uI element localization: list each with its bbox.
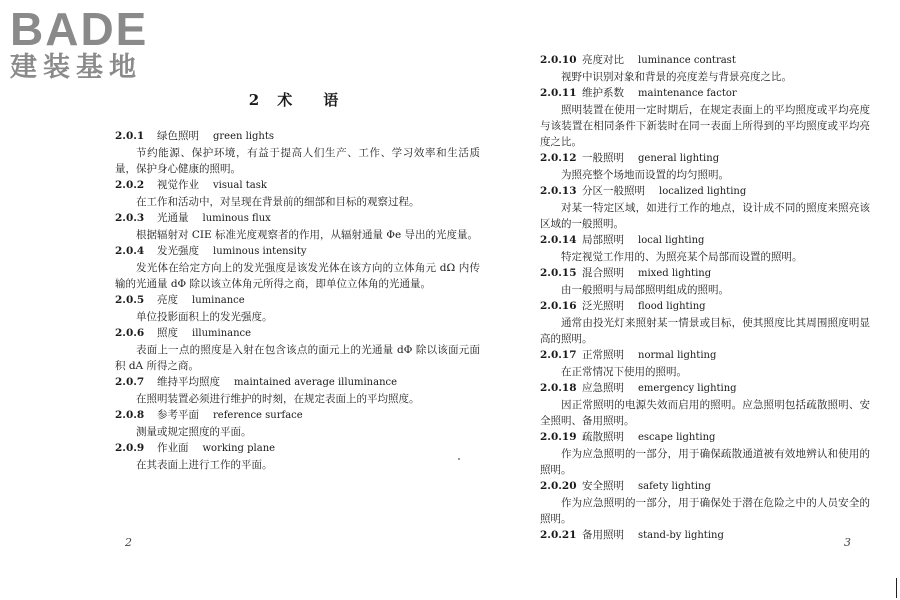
term-chinese: 照度: [157, 327, 178, 339]
term-number: 2.0.18: [540, 382, 577, 394]
bade-logo: [10, 3, 180, 84]
term-heading: [115, 407, 480, 424]
term-number: 2.0.9: [115, 442, 145, 454]
term-entry: [540, 85, 870, 150]
term-english: localized lighting: [659, 186, 747, 197]
term-heading: [540, 380, 870, 397]
term-number: 2.0.3: [115, 212, 145, 224]
term-english: luminous intensity: [213, 246, 307, 257]
term-entry: [115, 374, 480, 407]
term-definition: 因正常照明的电源失效而启用的照明。应急照明包括疏散照明、安全照明、备用照明。: [540, 399, 870, 427]
term-number: 2.0.12: [540, 152, 577, 164]
term-definition: 测量或规定照度的平面。: [136, 426, 252, 438]
term-definition: 单位投影面积上的发光强度。: [136, 311, 273, 323]
term-entry: [540, 232, 870, 265]
term-entry: [115, 292, 480, 325]
term-english: green lights: [213, 131, 275, 142]
term-chinese: 绿色照明: [157, 130, 199, 142]
term-english: stand-by lighting: [638, 530, 724, 541]
term-heading: [540, 527, 870, 544]
term-definition: 表面上一点的照度是入射在包含该点的面元上的光通量 dΦ 除以该面元面积 dA 所得之商。: [115, 344, 480, 372]
term-chinese: 作业面: [157, 442, 189, 454]
term-english: maintenance factor: [638, 88, 737, 99]
term-entry: [115, 407, 480, 440]
term-definition: 在照明装置必须进行维护的时刻，在规定表面上的平均照度。: [136, 393, 420, 405]
term-heading: [540, 150, 870, 167]
term-number: 2.0.8: [115, 409, 145, 421]
term-chinese: 安全照明: [582, 480, 624, 492]
term-english: normal lighting: [638, 350, 717, 361]
term-heading: [540, 347, 870, 364]
term-chinese: 泛光照明: [582, 300, 624, 312]
term-entry: [115, 128, 480, 177]
term-entry: [540, 265, 870, 298]
right-term-list: [540, 52, 870, 544]
term-english: emergency lighting: [638, 383, 737, 394]
term-chinese: 备用照明: [582, 529, 624, 541]
term-heading: [540, 265, 870, 282]
term-chinese: 亮度: [157, 294, 178, 306]
term-heading: [115, 374, 480, 391]
term-number: 2.0.11: [540, 87, 577, 99]
term-number: 2.0.1: [115, 130, 145, 142]
term-definition: 由一般照明与局部照明组成的照明。: [561, 284, 729, 296]
term-heading: [540, 85, 870, 102]
term-number: 2.0.16: [540, 300, 577, 312]
term-english: general lighting: [638, 153, 720, 164]
term-heading: [115, 177, 480, 194]
page-edge-mark: [896, 578, 897, 598]
term-number: 2.0.19: [540, 431, 577, 443]
term-definition: 在工作和活动中，对呈现在背景前的细部和目标的观察过程。: [136, 196, 420, 208]
term-number: 2.0.2: [115, 179, 145, 191]
chapter-number: 2: [248, 91, 268, 109]
chapter-heading: 术 语: [277, 91, 347, 109]
chapter-title: [115, 89, 480, 110]
term-english: visual task: [213, 180, 267, 191]
term-number: 2.0.10: [540, 54, 577, 66]
term-entry: [115, 177, 480, 210]
term-chinese: 分区一般照明: [582, 185, 645, 197]
term-entry: [540, 183, 870, 232]
term-heading: [115, 128, 480, 145]
term-english: safety lighting: [638, 481, 711, 492]
term-entry: [115, 440, 480, 473]
term-english: illuminance: [192, 328, 252, 339]
term-definition: 发光体在给定方向上的发光强度是该发光体在该方向的立体角元 dΩ 内传输的光通量 dΦ 除以该立体角元所得之商，即单位立体角的光通量。: [115, 262, 480, 290]
term-number: 2.0.15: [540, 267, 577, 279]
term-heading: [115, 325, 480, 342]
term-number: 2.0.7: [115, 376, 145, 388]
term-number: 2.0.14: [540, 234, 577, 246]
term-chinese: 维持平均照度: [157, 376, 220, 388]
page-number-right: 3: [844, 536, 851, 549]
term-heading: [115, 210, 480, 227]
term-heading: [540, 429, 870, 446]
term-chinese: 应急照明: [582, 382, 624, 394]
term-entry: [540, 527, 870, 544]
term-definition: 特定视觉工作用的、为照亮某个局部而设置的照明。: [561, 251, 803, 263]
term-number: 2.0.6: [115, 327, 145, 339]
term-entry: [115, 210, 480, 243]
term-english: mixed lighting: [638, 268, 712, 279]
left-term-list: [115, 128, 480, 473]
term-entry: [540, 380, 870, 429]
term-entry: [115, 325, 480, 374]
logo-subtitle: 建装基地: [10, 52, 142, 83]
term-definition: 在正常情况下使用的照明。: [561, 366, 687, 378]
term-entry: [115, 243, 480, 292]
term-heading: [540, 298, 870, 315]
term-definition: 对某一特定区域，如进行工作的地点，设计成不同的照度来照亮该区域的一般照明。: [540, 202, 870, 230]
term-english: luminous flux: [202, 213, 271, 224]
term-english: reference surface: [213, 410, 303, 421]
term-entry: [540, 347, 870, 380]
term-number: 2.0.5: [115, 294, 145, 306]
term-chinese: 混合照明: [582, 267, 624, 279]
term-number: 2.0.20: [540, 480, 577, 492]
term-english: maintained average illuminance: [234, 377, 398, 388]
term-number: 2.0.21: [540, 529, 577, 541]
term-chinese: 亮度对比: [582, 54, 624, 66]
term-heading: [540, 478, 870, 495]
term-chinese: 参考平面: [157, 409, 199, 421]
term-definition: 作为应急照明的一部分，用于确保处于潜在危险之中的人员安全的照明。: [540, 497, 870, 525]
term-chinese: 疏散照明: [582, 431, 624, 443]
term-definition: 通常由投光灯来照射某一情景或目标，使其照度比其周围照度明显高的照明。: [540, 317, 870, 345]
term-definition: 照明装置在使用一定时期后，在规定表面上的平均照度或平均亮度与该装置在相同条件下新装时在同一表面上所得到的平均照度或平均亮度之比。: [540, 104, 870, 148]
term-english: local lighting: [638, 235, 705, 246]
term-number: 2.0.4: [115, 245, 145, 257]
term-entry: [540, 298, 870, 347]
term-english: luminance contrast: [638, 55, 736, 66]
term-entry: [540, 52, 870, 85]
term-entry: [540, 429, 870, 478]
scan-speck: [458, 458, 460, 460]
term-number: 2.0.13: [540, 185, 577, 197]
term-definition: 作为应急照明的一部分，用于确保疏散通道被有效地辨认和使用的照明。: [540, 448, 870, 476]
term-english: escape lighting: [638, 432, 716, 443]
term-heading: [115, 292, 480, 309]
term-heading: [540, 232, 870, 249]
term-english: luminance: [192, 295, 245, 306]
term-chinese: 维护系数: [582, 87, 624, 99]
term-chinese: 一般照明: [582, 152, 624, 164]
term-chinese: 正常照明: [582, 349, 624, 361]
term-heading: [540, 52, 870, 69]
term-heading: [115, 440, 480, 457]
term-heading: [540, 183, 870, 200]
term-definition: 节约能源、保护环境，有益于提高人们生产、工作、学习效率和生活质量，保护身心健康的照明。: [115, 147, 480, 175]
term-chinese: 发光强度: [157, 245, 199, 257]
term-chinese: 光通量: [157, 212, 189, 224]
term-definition: 根据辐射对 CIE 标准光度观察者的作用，从辐射通量 Φe 导出的光度量。: [136, 229, 479, 241]
term-chinese: 视觉作业: [157, 179, 199, 191]
term-entry: [540, 478, 870, 527]
term-heading: [115, 243, 480, 260]
term-definition: 为照亮整个场地而设置的均匀照明。: [561, 169, 729, 181]
term-entry: [540, 150, 870, 183]
logo-wordmark: BADE: [10, 3, 149, 55]
page-number-left: 2: [125, 536, 132, 549]
term-chinese: 局部照明: [582, 234, 624, 246]
term-definition: 视野中识别对象和背景的亮度差与背景亮度之比。: [561, 71, 792, 83]
term-definition: 在其表面上进行工作的平面。: [136, 459, 273, 471]
term-english: flood lighting: [638, 301, 706, 312]
term-number: 2.0.17: [540, 349, 577, 361]
term-english: working plane: [202, 443, 276, 454]
